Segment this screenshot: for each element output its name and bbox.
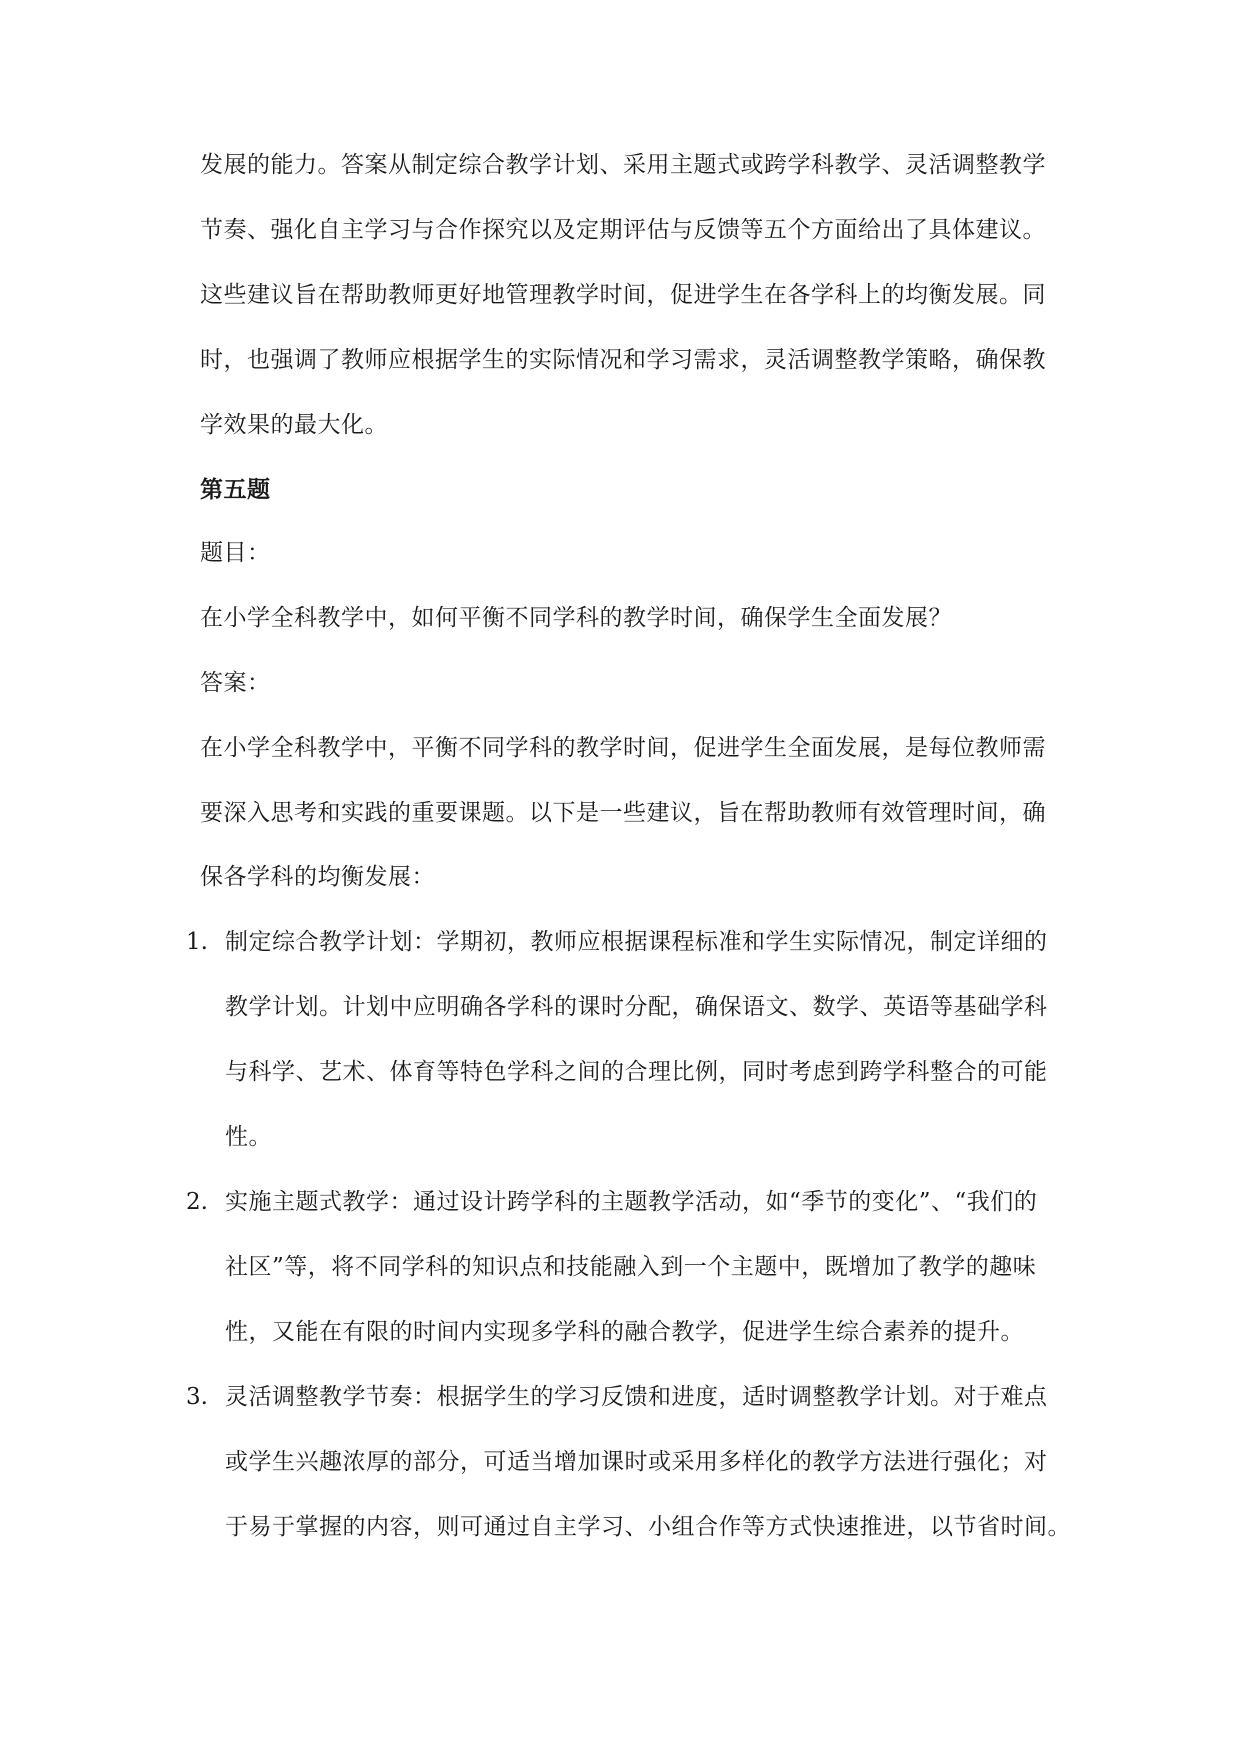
answer-intro-line-3: 保各学科的均衡发展： <box>200 864 435 890</box>
question-label: 题目： <box>200 540 271 566</box>
list-item-1-line-4: 性。 <box>225 1124 272 1150</box>
section-heading: 第五题 <box>200 476 271 503</box>
intro-line-1: 发展的能力。答案从制定综合教学计划、采用主题式或跨学科教学、灵活调整教学 <box>200 152 1046 178</box>
list-item-1-line-1: 制定综合教学计划：学期初，教师应根据课程标准和学生实际情况，制定详细的 <box>225 929 1048 955</box>
answer-intro-line-1: 在小学全科教学中，平衡不同学科的教学时间，促进学生全面发展，是每位教师需 <box>200 735 1046 761</box>
answer-label: 答案： <box>200 670 271 696</box>
intro-line-2: 节奏、强化自主学习与合作探究以及定期评估与反馈等五个方面给出了具体建议。 <box>200 217 1046 243</box>
intro-line-3: 这些建议旨在帮助教师更好地管理教学时间，促进学生在各学科上的均衡发展。同 <box>200 282 1046 308</box>
list-item-2-line-2: 社区”等，将不同学科的知识点和技能融入到一个主题中，既增加了教学的趣味 <box>225 1254 1037 1280</box>
list-item-1-number: 1. <box>186 929 208 955</box>
list-item-2-line-3: 性，又能在有限的时间内实现多学科的融合教学，促进学生综合素养的提升。 <box>225 1319 1024 1345</box>
question-text: 在小学全科教学中，如何平衡不同学科的教学时间，确保学生全面发展？ <box>200 605 952 631</box>
list-item-3-number: 3. <box>186 1384 208 1410</box>
list-item-3-line-2: 或学生兴趣浓厚的部分，可适当增加课时或采用多样化的教学方法进行强化；对 <box>225 1449 1048 1475</box>
list-item-2-line-1: 实施主题式教学：通过设计跨学科的主题教学活动，如“季节的变化”、“我们的 <box>225 1189 1038 1215</box>
list-item-3-line-3: 于易于掌握的内容，则可通过自主学习、小组合作等方式快速推进，以节省时间。 <box>225 1514 1071 1540</box>
intro-line-5: 学效果的最大化。 <box>200 412 388 438</box>
answer-intro-line-2: 要深入思考和实践的重要课题。以下是一些建议，旨在帮助教师有效管理时间，确 <box>200 800 1046 826</box>
list-item-2-number: 2. <box>186 1189 208 1215</box>
list-item-1-line-3: 与科学、艺术、体育等特色学科之间的合理比例，同时考虑到跨学科整合的可能 <box>225 1059 1048 1085</box>
intro-line-4: 时，也强调了教师应根据学生的实际情况和学习需求，灵活调整教学策略，确保教 <box>200 347 1046 373</box>
list-item-1-line-2: 教学计划。计划中应明确各学科的课时分配，确保语文、数学、英语等基础学科 <box>225 994 1048 1020</box>
list-item-3-line-1: 灵活调整教学节奏：根据学生的学习反馈和进度，适时调整教学计划。对于难点 <box>225 1384 1048 1410</box>
